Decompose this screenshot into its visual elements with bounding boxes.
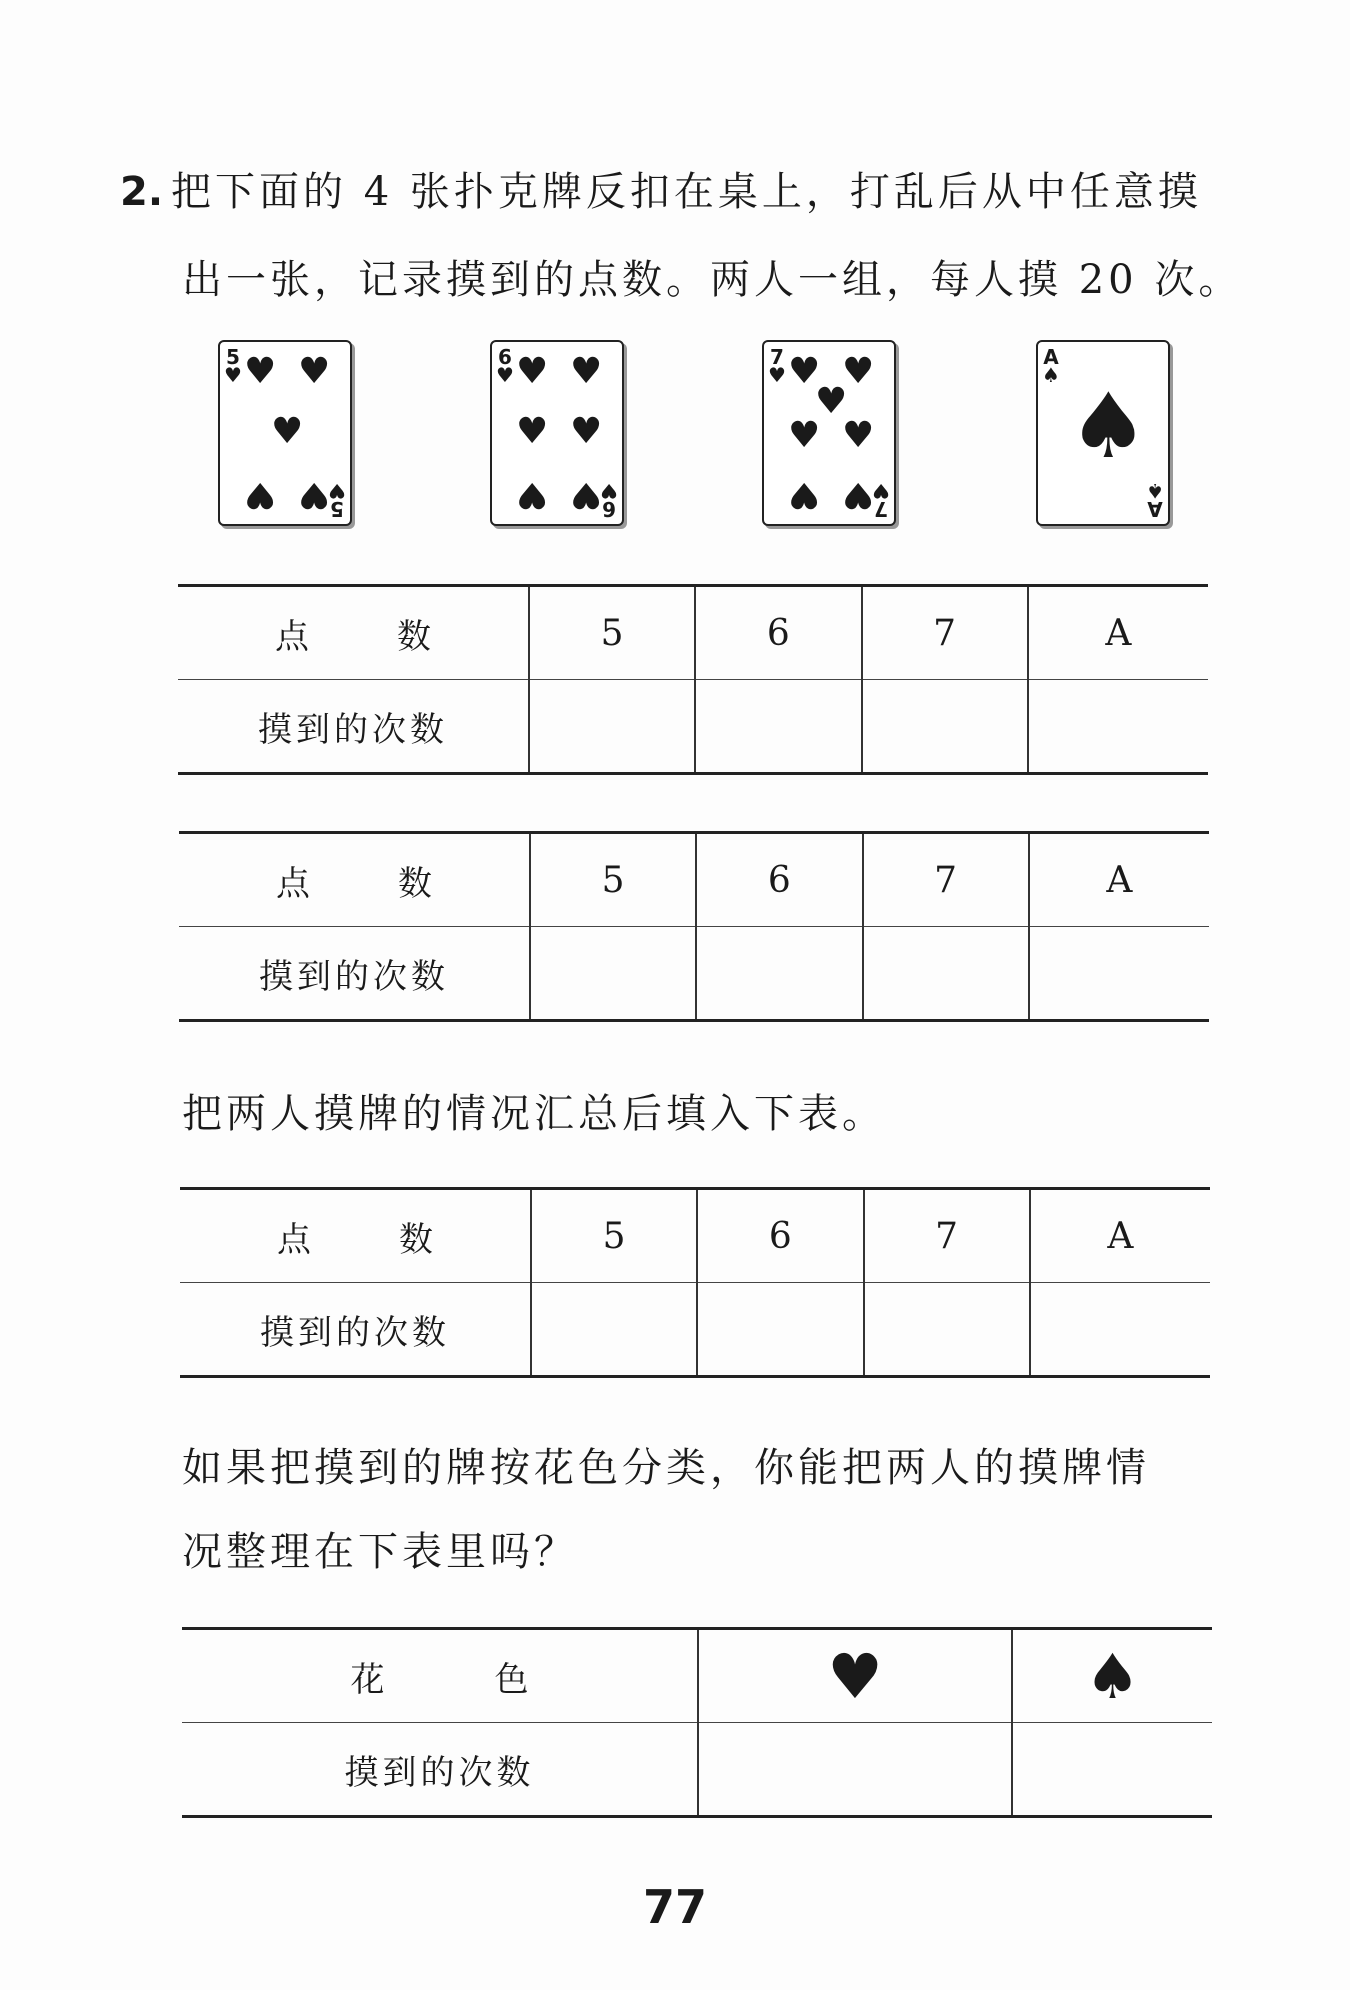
blank-cell[interactable] — [529, 680, 695, 774]
value-cell: A — [1029, 833, 1209, 927]
points-table-summary — [180, 1187, 1210, 1378]
card-corner: 7 ♥ — [768, 345, 786, 387]
question-text-1: 把下面的 4 张扑克牌反扣在桌上，打乱后从中任意摸 — [171, 169, 1202, 215]
summary-instruction: 把两人摸牌的情况汇总后填入下表。 — [182, 1091, 886, 1137]
card-corner: 5 ♥ — [328, 479, 346, 521]
value-cell: 5 — [531, 1189, 697, 1283]
card-ace-spades — [1036, 340, 1170, 526]
heart-icon: ♥ — [698, 1629, 1012, 1723]
header-label: 点数 — [179, 833, 530, 927]
value-cell: 7 — [863, 833, 1029, 927]
blank-cell[interactable] — [698, 1723, 1012, 1817]
heart-icon: ♥ — [516, 411, 549, 452]
card-6-hearts — [490, 340, 624, 526]
value-cell: 5 — [529, 586, 695, 680]
value-cell: 5 — [530, 833, 696, 927]
blank-cell[interactable] — [1012, 1723, 1212, 1817]
suit-instruction-line-1: 如果把摸到的牌按花色分类，你能把两人的摸牌情 — [182, 1445, 1150, 1491]
heart-icon: ♥ — [788, 415, 821, 456]
points-table-2 — [179, 831, 1209, 1022]
blank-cell[interactable] — [697, 1283, 863, 1377]
row-label: 摸到的次数 — [180, 1283, 531, 1377]
heart-icon: ♥ — [815, 381, 848, 422]
row-label: 摸到的次数 — [182, 1723, 698, 1817]
suit-instruction-line-2: 况整理在下表里吗？ — [182, 1529, 578, 1575]
blank-cell[interactable] — [530, 927, 696, 1021]
question-line-2: 出一张，记录摸到的点数。两人一组，每人摸 20 次。 — [182, 257, 1243, 303]
heart-icon: ♥ — [271, 411, 304, 452]
header-label: 点数 — [178, 586, 529, 680]
card-7-hearts — [762, 340, 896, 526]
heart-icon: ♥ — [298, 474, 331, 515]
heart-icon: ♥ — [298, 351, 331, 392]
heart-icon: ♥ — [788, 351, 821, 392]
card-corner: A ♠ — [1042, 345, 1060, 387]
heart-icon: ♥ — [570, 351, 603, 392]
heart-icon: ♥ — [244, 474, 277, 515]
card-corner: 7 ♥ — [872, 479, 890, 521]
blank-cell[interactable] — [1029, 927, 1209, 1021]
row-label: 摸到的次数 — [178, 680, 529, 774]
header-label: 点数 — [180, 1189, 531, 1283]
spade-icon: ♠ — [1068, 374, 1149, 479]
value-cell: A — [1030, 1189, 1210, 1283]
card-corner: 5 ♥ — [224, 345, 242, 387]
heart-icon: ♥ — [842, 351, 875, 392]
card-corner: 6 ♥ — [496, 345, 514, 387]
card-corner: 6 ♥ — [600, 479, 618, 521]
blank-cell[interactable] — [696, 927, 862, 1021]
value-cell: 7 — [864, 1189, 1030, 1283]
row-label: 摸到的次数 — [179, 927, 530, 1021]
blank-cell[interactable] — [1028, 680, 1208, 774]
spade-icon: ♠ — [1012, 1629, 1212, 1723]
suit-table — [182, 1627, 1212, 1818]
heart-icon: ♥ — [788, 474, 821, 515]
blank-cell[interactable] — [531, 1283, 697, 1377]
heart-icon: ♥ — [570, 411, 603, 452]
card-corner: A ♠ — [1146, 479, 1164, 521]
question-line-1 — [120, 160, 1220, 217]
question-number: 2. — [120, 169, 164, 215]
heart-icon: ♥ — [570, 474, 603, 515]
value-cell: A — [1028, 586, 1208, 680]
blank-cell[interactable] — [864, 1283, 1030, 1377]
blank-cell[interactable] — [1030, 1283, 1210, 1377]
page-number: 77 — [642, 1880, 707, 1934]
heart-icon: ♥ — [516, 474, 549, 515]
value-cell: 7 — [862, 586, 1028, 680]
blank-cell[interactable] — [695, 680, 861, 774]
header-label: 花色 — [182, 1629, 698, 1723]
heart-icon: ♥ — [516, 351, 549, 392]
points-table-1 — [178, 584, 1208, 775]
blank-cell[interactable] — [862, 680, 1028, 774]
card-5-hearts — [218, 340, 352, 526]
value-cell: 6 — [696, 833, 862, 927]
heart-icon: ♥ — [842, 474, 875, 515]
value-cell: 6 — [695, 586, 861, 680]
heart-icon: ♥ — [842, 415, 875, 456]
heart-icon: ♥ — [244, 351, 277, 392]
value-cell: 6 — [697, 1189, 863, 1283]
blank-cell[interactable] — [863, 927, 1029, 1021]
